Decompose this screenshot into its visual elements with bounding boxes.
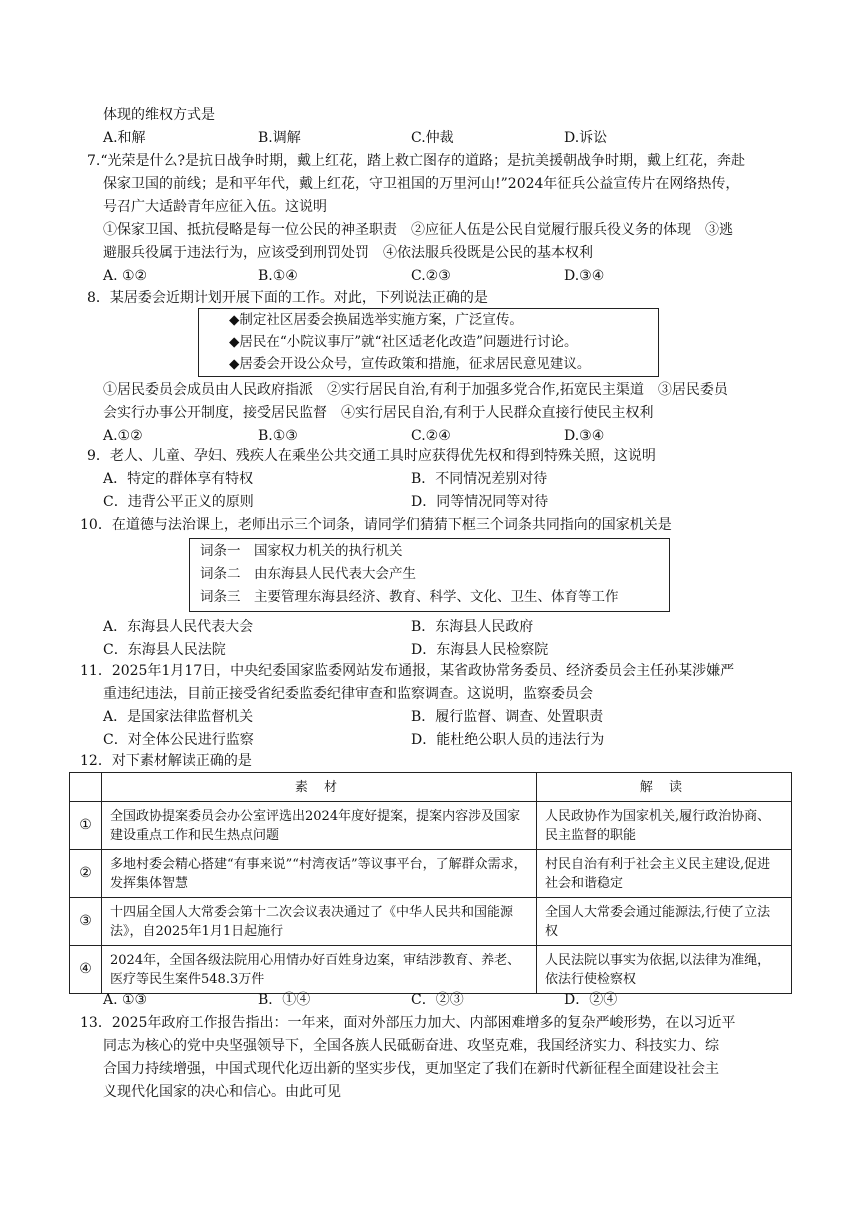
row-number: ③ [70, 898, 102, 946]
q6-option-a[interactable]: A.和解 [103, 130, 146, 146]
q12-material-table [69, 772, 792, 994]
row-material: 2024年，全国各级法院用心用情办好百姓身边案，审结涉教育、养老、医疗等民生案件548.3万件 [102, 946, 537, 994]
row-material: 十四届全国人大常委会第十二次会议表决通过了《中华人民共和国能源法》，自2025年1月1日起施行 [102, 898, 537, 946]
q6-stem-tail: 体现的维权方式是 [103, 107, 215, 123]
q9-option-a[interactable]: A．特定的群体享有特权 [103, 471, 254, 487]
q7-stem-line: 保家卫国的前线；是和平年代，戴上红花，守卫祖国的万里河山!”2024年征兵公益宣传片在网络热传， [103, 176, 740, 192]
q7-option-c[interactable]: C.②③ [411, 268, 451, 284]
q10-clue: 词条一 国家权力机关的执行机关 [200, 543, 403, 559]
q10-option-b[interactable]: B．东海县人民政府 [411, 619, 534, 635]
table-header-blank [70, 773, 102, 802]
q8-statement-line: ①居民委员会成员由人民政府指派 ②实行居民自治,有利于加强多党合作,拓宽民主渠道 ③居民委员 [103, 382, 728, 398]
q8-option-c[interactable]: C.②④ [411, 428, 451, 444]
q13-stem-line: 13．2025年政府工作报告指出：一年来，面对外部压力加大、内部困难增多的复杂严峻形势，在以习近平 [80, 1015, 736, 1031]
q9-option-c[interactable]: C．违背公平正义的原则 [103, 494, 254, 510]
table-header-reading: 解 读 [537, 773, 792, 802]
q11-stem-line: 11．2025年1月17日，中央纪委国家监委网站发布通报，某省政协常务委员、经济委员会主任孙某涉嫌严 [80, 663, 735, 679]
q8-stem: 8．某居委会近期计划开展下面的工作。对此，下列说法正确的是 [87, 290, 488, 306]
row-material: 多地村委会精心搭建“有事来说”“村湾夜话”等议事平台，了解群众需求，发挥集体智慧 [102, 850, 537, 898]
q10-clue: 词条二 由东海县人民代表大会产生 [200, 566, 416, 582]
q12-option-d[interactable]: D．②④ [564, 992, 618, 1008]
q9-option-b[interactable]: B．不同情况差别对待 [411, 471, 548, 487]
q11-option-c[interactable]: C．对全体公民进行监察 [103, 732, 254, 748]
q13-stem-line: 合国力持续增强，中国式现代化迈出新的坚实步伐，更加坚定了我们在新时代新征程全面建设社会主 [103, 1061, 719, 1077]
table-row [70, 802, 792, 850]
q10-option-d[interactable]: D．东海县人民检察院 [411, 642, 549, 658]
q10-option-c[interactable]: C．东海县人民法院 [103, 642, 226, 658]
q8-option-a[interactable]: A.①② [103, 428, 143, 444]
table-row [70, 898, 792, 946]
q9-option-d[interactable]: D．同等情况同等对待 [411, 494, 549, 510]
q7-stem-line: 号召广大适龄青年应征入伍。这说明 [103, 199, 327, 215]
q10-option-a[interactable]: A．东海县人民代表大会 [103, 619, 254, 635]
q7-option-a[interactable]: A. ①② [103, 268, 148, 284]
q7-option-d[interactable]: D.③④ [564, 268, 605, 284]
q8-box-item: ◆居委会开设公众号，宣传政策和措施，征求居民意见建议。 [229, 356, 591, 372]
q9-stem: 9．老人、儿童、孕妇、残疾人在乘坐公共交通工具时应获得优先权和得到特殊关照，这说明 [87, 448, 656, 464]
row-number: ① [70, 802, 102, 850]
row-reading: 人民法院以事实为依据,以法律为准绳，依法行使检察权 [537, 946, 792, 994]
q8-option-b[interactable]: B.①③ [258, 428, 298, 444]
q11-option-b[interactable]: B．履行监督、调查、处置职责 [411, 709, 604, 725]
q12-stem: 12．对下素材解读正确的是 [80, 753, 252, 769]
q7-stem-line: 7.“光荣是什么?是抗日战争时期，戴上红花，踏上救亡图存的道路；是抗美援朝战争时期，戴上红花，奔赴 [87, 153, 746, 169]
q12-option-a[interactable]: A. ①③ [103, 992, 148, 1008]
q10-clue: 词条三 主要管理东海县经济、教育、科学、文化、卫生、体育等工作 [200, 589, 619, 605]
q8-work-box [198, 308, 659, 377]
q8-statement-line: 会实行办事公开制度，接受居民监督 ④实行居民自治,有利于人民群众直接行使民主权利 [103, 405, 654, 421]
q8-box-item: ◆居民在“小院议事厅”就“社区适老化改造”问题进行讨论。 [229, 334, 578, 350]
q12-option-c[interactable]: C．②③ [411, 992, 464, 1008]
row-reading: 全国人大常委会通过能源法,行使了立法权 [537, 898, 792, 946]
row-number: ④ [70, 946, 102, 994]
q7-statement-line: ①保家卫国、抵抗侵略是每一位公民的神圣职责 ②应征人伍是公民自觉履行服兵役义务的体现 ③逃 [103, 222, 733, 238]
row-number: ② [70, 850, 102, 898]
q6-option-d[interactable]: D.诉讼 [564, 130, 608, 146]
q11-option-d[interactable]: D．能杜绝公职人员的违法行为 [411, 732, 605, 748]
q13-stem-line: 同志为核心的党中央坚强领导下，全国各族人民砥砺奋进、攻坚克难，我国经济实力、科技实力、综 [103, 1038, 719, 1054]
q13-stem-line: 义现代化国家的决心和信心。由此可见 [103, 1084, 341, 1100]
q12-option-b[interactable]: B．①④ [258, 992, 311, 1008]
q8-box-item: ◆制定社区居委会换届选举实施方案，广泛宣传。 [229, 312, 523, 328]
q11-option-a[interactable]: A．是国家法律监督机关 [103, 709, 254, 725]
q6-option-b[interactable]: B.调解 [258, 130, 301, 146]
q8-option-d[interactable]: D.③④ [564, 428, 605, 444]
table-header-material: 素 材 [102, 773, 537, 802]
row-reading: 村民自治有利于社会主义民主建设,促进社会和谐稳定 [537, 850, 792, 898]
q6-option-c[interactable]: C.仲裁 [411, 130, 454, 146]
q10-clue-box [189, 538, 670, 612]
row-reading: 人民政协作为国家机关,履行政治协商、民主监督的职能 [537, 802, 792, 850]
table-row [70, 946, 792, 994]
q11-stem-line: 重违纪违法，目前正接受省纪委监委纪律审查和监察调查。这说明，监察委员会 [103, 686, 593, 702]
row-material: 全国政协提案委员会办公室评选出2024年度好提案，提案内容涉及国家建设重点工作和民生热点问题 [102, 802, 537, 850]
q7-statement-line: 避服兵役属于违法行为，应该受到刑罚处罚 ④依法服兵役既是公民的基本权利 [103, 245, 593, 261]
q7-option-b[interactable]: B.①④ [258, 268, 298, 284]
table-row [70, 850, 792, 898]
table-header-row [70, 773, 792, 802]
q10-stem: 10．在道德与法治课上，老师出示三个词条，请同学们猜猜下框三个词条共同指向的国家机关是 [80, 517, 672, 533]
